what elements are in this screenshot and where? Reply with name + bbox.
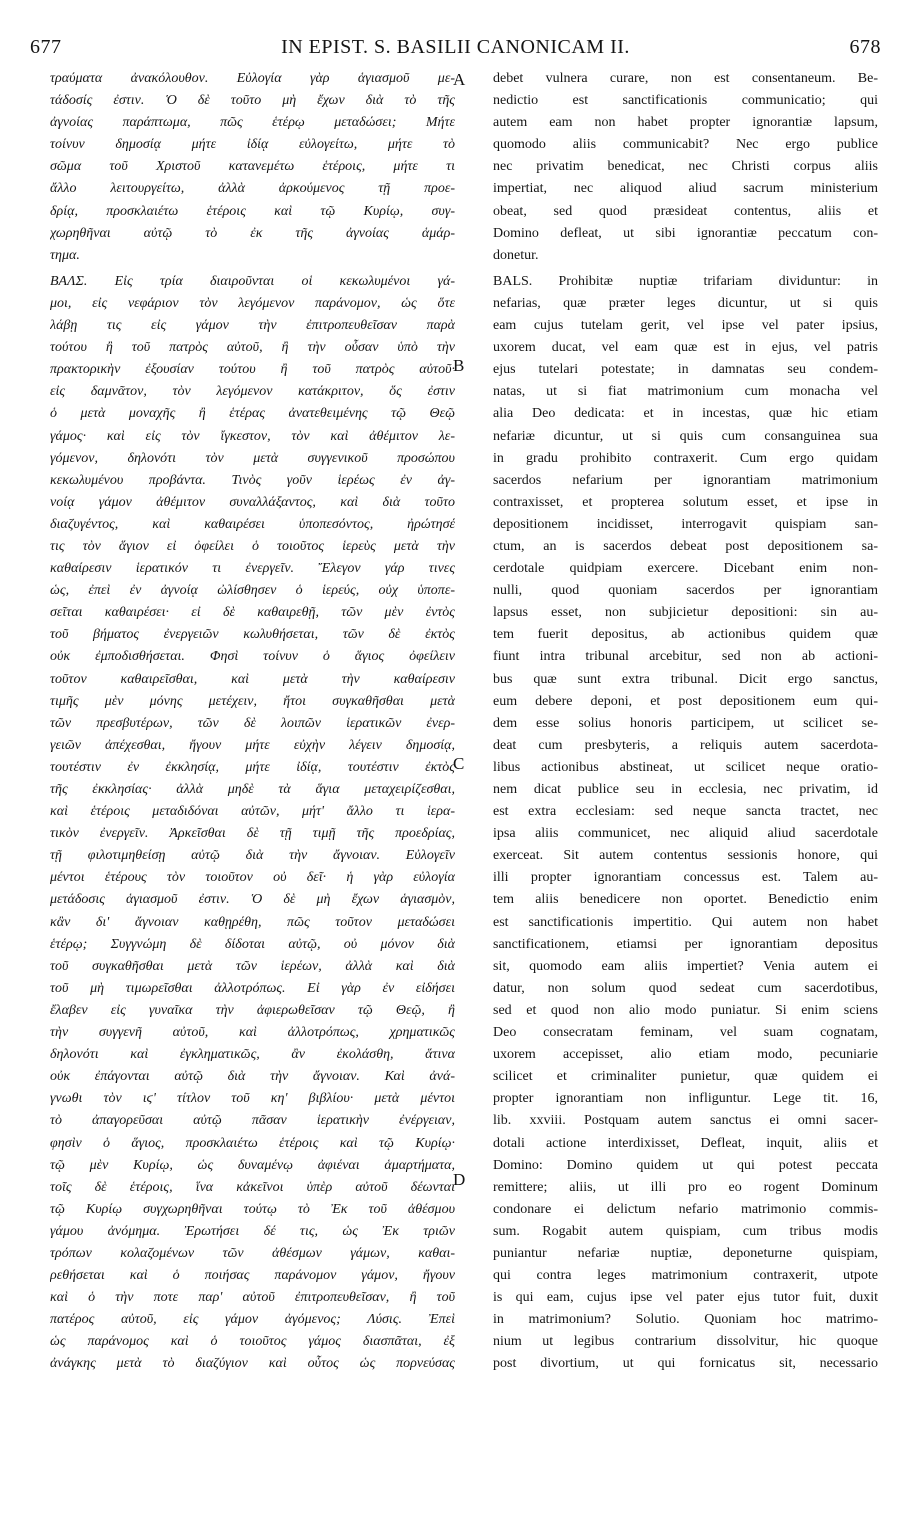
text-line: Domino defleat, ut sibi ignorantiæ peccatum con- bbox=[493, 225, 878, 241]
text-line: debet vulnera curare, non est consentaneum. Be- bbox=[493, 71, 878, 86]
text-line: τάδοσίς ἐστιν. Ὁ δὲ τοῦτο μὴ ἔχων διὰ τὸ τῆς bbox=[50, 93, 455, 109]
text-line: ἑτέρῳ; Συγγνώμη δὲ δίδοται αὐτῷ, οὐ μόνον διὰ bbox=[50, 936, 455, 952]
text-line: uxorem accepisset, alio etiam modo, pecuniarie bbox=[493, 1047, 878, 1063]
text-line: σῶμα τοῦ Χριστοῦ κατανεμέτω ἑτέροις, μήτε τι bbox=[50, 159, 455, 175]
text-line: in gradu prohibito contraxerit. Cum ergo quidam bbox=[493, 450, 878, 466]
text-line: nedictio est sanctificationis communicatio; qui bbox=[493, 93, 878, 109]
text-line: autem eam non habet propter ignorantiæ lapsum, bbox=[493, 115, 878, 131]
text-line: φησὶν ὁ ἅγιος, προσκλαιέτω ἑτέροις καὶ τῷ Κυρίῳ· bbox=[50, 1135, 455, 1151]
text-line: dotali actione interdixisset, Defleat, inquit, aliis et bbox=[493, 1135, 878, 1151]
text-line: τῷ μὲν Κυρίῳ, ὡς δυναμένῳ ἀφιέναι ἁμαρτήματα, bbox=[50, 1157, 455, 1173]
text-line: propter ignorantiam non infliguntur. Lege tit. 16, bbox=[493, 1091, 878, 1107]
running-header bbox=[30, 36, 881, 66]
text-line: Domino: Domino quidem ut qui potest peccata bbox=[493, 1157, 878, 1173]
text-line: τοῦτον καθαιρεῖσθαι, καὶ μετὰ τὴν καθαίρεσιν bbox=[50, 671, 455, 687]
text-line: νοίᾳ γάμον ἀθέμιτον συναλλάξαντος, καὶ διὰ τοῦτο bbox=[50, 494, 455, 510]
text-line: post divortium, ut qui fornicatus sit, necessario bbox=[493, 1356, 878, 1372]
text-line: est extra ecclesiam: sed neque sancta tractet, nec bbox=[493, 804, 878, 820]
text-line: cerdotale quidpiam exercere. Dicebant enim non- bbox=[493, 561, 878, 577]
text-line: ἄλλο λειτουργείτω, ἀλλὰ ἀρκούμενος τῇ προε- bbox=[50, 181, 455, 197]
text-line: εἰς δαμνᾶτον, τὸν λεγόμενον κατάκριτον, ὅς ἐστιν bbox=[50, 384, 455, 400]
text-line: tem fuerit depositus, ab actionibus quidem quæ bbox=[493, 627, 878, 643]
section-marker-a: A bbox=[453, 70, 466, 89]
text-line: eum debere deponi, et post depositionem eum qui- bbox=[493, 693, 878, 709]
text-line: διαζυγέντος, καὶ καθαιρέσει ὑποπεσόντος, ἠρώτησέ bbox=[50, 516, 455, 532]
text-line: κεκωλυμένου προβάντα. Τινὸς γοῦν ἱερέως ἐν ἀγ- bbox=[50, 472, 455, 488]
text-line: γνωθι τὸν ιϛ' τίτλον τοῦ κη' βιβλίου· μετὰ μέντοι bbox=[50, 1091, 455, 1107]
text-line: deat cum presbyteris, a reliquis autem sacerdota- bbox=[493, 737, 878, 753]
text-line: τουτέστιν ἐν ἐκκλησίᾳ, μήτε ἰδίᾳ, τουτέστιν ἐκτὸς bbox=[50, 759, 455, 775]
text-line: λάβῃ τις εἰς γάμον τὴν ἐπιτροπευθεῖσαν παρὰ bbox=[50, 318, 455, 334]
text-line: πατέρος αὐτοῦ, εἰς γάμον ἀγόμενος; Λύσις. Ἐπεὶ bbox=[50, 1312, 455, 1328]
text-line: τραύματα ἀνακόλουθον. Εὐλογία γὰρ ἁγιασμοῦ με- bbox=[50, 71, 455, 86]
text-line: obeat, sed quod præsideat contentus, aliis et bbox=[493, 203, 878, 219]
text-line: τιμῆς μὲν μόνης μετέχειν, ἤτοι συγκαθῆσθαι μετὰ bbox=[50, 693, 455, 709]
text-line: τοῖς δὲ ἑτέροις, ἵνα κἀκεῖνοι ὑπὲρ αὐτοῦ δέωνται bbox=[50, 1179, 455, 1195]
text-line: tem aliis benedicere non oportet. Benedictio enim bbox=[493, 892, 878, 908]
text-line: qui contra leges matrimonium contraxerit, utpote bbox=[493, 1268, 878, 1284]
text-line: τῆς ἐκκλησίας· ἀλλὰ μηδὲ τὰ ἅγια μεταχειρίζεσθαι, bbox=[50, 782, 455, 797]
text-line: natas, ut si fiat matrimonium cum monacha vel bbox=[493, 384, 878, 400]
text-line: donetur. bbox=[493, 247, 539, 263]
text-line: γάμου ἀνόμημα. Ἐρωτήσει δέ τις, ὡς Ἐκ τριῶν bbox=[50, 1223, 455, 1239]
text-line: alia Deo dedicata: et in incestas, quæ hic etiam bbox=[493, 406, 878, 422]
text-line: nefarias, quæ præter leges dicuntur, ut si quis bbox=[493, 295, 878, 311]
text-line: γόμενον, δηλονότι τὸν μετὰ συγγενικοῦ προσώπου bbox=[50, 450, 455, 466]
text-line: δρίᾳ, προσκλαιέτω ἑτέροις καὶ τῷ Κυρίῳ, συγ- bbox=[50, 203, 455, 219]
text-line: ejus tutelari potestate; in damnatas seu condem- bbox=[493, 362, 878, 378]
text-line: χωρηθῆναι αὐτῷ τὸ ἐκ τῆς ἀγνοίας ἁμάρ- bbox=[50, 225, 455, 241]
text-line: nec privatim benedicat, nec Christi corpus aliis bbox=[493, 159, 878, 175]
text-line: ὡς παράνομος καὶ ὁ τοιοῦτος γάμος διασπᾶται, ἐξ bbox=[50, 1334, 455, 1350]
text-line: nefariæ dicuntur, ut si quis cum consanguinea sua bbox=[493, 428, 878, 444]
latin-text-column bbox=[493, 68, 878, 1376]
text-line: in matrimonium? Solutio. Quoniam hoc matrimo- bbox=[493, 1312, 878, 1328]
text-line: τις τὸν ἅγιον εἰ ὀφείλει ὁ τοιοῦτος ἱερεὺς μετὰ τὴν bbox=[50, 538, 455, 554]
text-line: quomodo aliis communicabit? Nec ergo publice bbox=[493, 137, 878, 153]
text-line: nem dicat publice seu in ecclesia, nec privatim, id bbox=[493, 782, 878, 797]
section-marker-b: B bbox=[453, 356, 465, 375]
text-line: οὐκ ἐμποδισθήσεται. Φησὶ τοίνυν ὁ ἅγιος ὀφείλειν bbox=[50, 649, 455, 665]
text-line: lib. xxviii. Postquam autem sanctus ei omni sacer- bbox=[493, 1113, 878, 1129]
greek-text-column bbox=[50, 68, 455, 1376]
text-line: γάμος· καὶ εἰς τὸν ἴγκεστον, τὸν καὶ ἀθέμιτον λε- bbox=[50, 428, 455, 444]
running-title: IN EPIST. S. BASILII CANONICAM II. bbox=[281, 36, 630, 58]
text-line: σεῖται καθαιρέσει· εἰ δὲ καθαιρεθῇ, τῶν μὲν ἐντὸς bbox=[50, 605, 455, 621]
text-line: ἀγνοίας παράπτωμα, πῶς ἑτέρῳ μεταδώσει; Μήτε bbox=[50, 115, 455, 131]
text-line: μοι, εἰς νεφάριον τὸν λεγόμενον παράνομον, ὡς ὅτε bbox=[50, 295, 455, 311]
text-line: τοίνυν δημοσίᾳ μήτε ἰδίᾳ εὐλογείτω, μήτε τὸ bbox=[50, 137, 455, 153]
text-line: τῇ φιλοτιμηθείσῃ αὐτῷ διὰ τὴν ἄγνοιαν. Εὐλογεῖν bbox=[50, 848, 455, 864]
text-line: datur, non solum quod sedeat cum sacerdotibus, bbox=[493, 980, 878, 996]
text-line: ἀνάγκης μετὰ τὸ διαζύγιον καὶ οὗτος ὡς πορνεύσας bbox=[50, 1356, 455, 1372]
text-line: sum. Rogabit autem quispiam, cum tribus modis bbox=[493, 1223, 878, 1239]
text-line: τρόπων κολαζομένων τῶν ἀθέσμων γάμων, καθαι- bbox=[50, 1245, 455, 1261]
text-line: τικὸν ἐνεργεῖν. Ἀρκεῖσθαι δὲ τῇ τιμῇ τῆς προεδρίας, bbox=[50, 826, 455, 842]
text-line: puniantur nefariæ nuptiæ, deponeturne quispiam, bbox=[493, 1245, 878, 1261]
text-line: πρακτορικὴν ἐξουσίαν τούτου ἢ τοῦ πατρὸς αὐτοῦ· bbox=[50, 362, 455, 378]
text-line: τοῦ συγκαθῆσθαι μετὰ τῶν ἱερέων, ἀλλὰ καὶ διὰ bbox=[50, 958, 455, 974]
text-line: τὸ ἀπαγορεῦσαι αὐτῷ πᾶσαν ἱερατικὴν ἐνέργειαν, bbox=[50, 1113, 455, 1129]
text-line: dem esse solius honoris participem, ut scilicet se- bbox=[493, 715, 878, 731]
section-marker-d: D bbox=[453, 1170, 466, 1189]
text-line: bus quæ sunt extra tribunal. Dicit ergo sanctus, bbox=[493, 671, 878, 687]
section-marker-c: C bbox=[453, 754, 465, 773]
text-line: illi propter ignorantiam concessus est. Talem au- bbox=[493, 870, 878, 886]
text-line: γειῶν ἀπέχεσθαι, ἤγουν μήτε εὐχὴν λέγειν δημοσίᾳ, bbox=[50, 737, 455, 753]
text-line: τῶν πρεσβυτέρων, τῶν δὲ λοιπῶν ἱερατικῶν ἐνερ- bbox=[50, 715, 455, 731]
text-line: remittere; aliis, ut illi pro eo rogent Dominum bbox=[493, 1179, 878, 1195]
text-line: καὶ ὁ τὴν ποτε παρ' αὐτοῦ ἐπιτροπευθεῖσαν, ἢ τοῦ bbox=[50, 1290, 455, 1306]
text-line: ὡς, ἐπεὶ ἐν ἀγνοίᾳ ὠλίσθησεν ὁ ἱερεύς, οὐχ ὑποπε- bbox=[50, 583, 455, 599]
text-line: exerceat. Sit autem contentus sessionis honore, qui bbox=[493, 848, 878, 864]
text-line: nium ut legibus contrarium dissolvitur, hic quoque bbox=[493, 1334, 878, 1350]
text-line: τῷ Κυρίῳ συγχωρηθῆναι τούτῳ τὸ Ἐκ τοῦ ἀθέσμου bbox=[50, 1201, 455, 1217]
text-line: scilicet et criminaliter punietur, quæ quidem ei bbox=[493, 1069, 878, 1085]
text-line: impertiat, nec aliquod aliud sacrum ministerium bbox=[493, 181, 878, 197]
text-line: uxorem ducat, vel eam quæ est in ejus, vel patris bbox=[493, 340, 878, 356]
text-line: τούτου ἢ τοῦ πατρὸς αὐτοῦ, ἢ τὴν οὖσαν ὑπὸ τὴν bbox=[50, 340, 455, 356]
text-line: sed et quod non alio modo puniatur. Si enim sciens bbox=[493, 1002, 878, 1018]
text-line: BALS. Prohibitæ nuptiæ trifariam dividuntur: in bbox=[493, 273, 878, 289]
text-line: καὶ ἑτέροις μεταδιδόναι αὐτῶν, μήτ' ἄλλο τι ἱερα- bbox=[50, 804, 455, 820]
text-line: ctum, an is sacerdos debeat post depositionem sa- bbox=[493, 538, 878, 554]
text-line: κἂν δι' ἄγνοιαν καθῃρέθη, πῶς τοῦτον μεταδώσει bbox=[50, 914, 455, 930]
text-line: δηλονότι καὶ ἐγκληματικῶς, ἂν ἐκολάσθη, ἅτινα bbox=[50, 1047, 455, 1063]
text-line: nulli, quod quoniam sacerdos per ignorantiam bbox=[493, 583, 878, 599]
text-line: is qui eam, cujus ipse vel pater ejus tutor fuit, duxit bbox=[493, 1290, 878, 1306]
text-line: τοῦ μὴ τιμωρεῖσθαι ἀλλοτρόπως. Εἰ γὰρ ἐν εἰδήσει bbox=[50, 980, 455, 996]
text-line: ἔλαβεν εἰς γυναῖκα τὴν ἀφιερωθεῖσαν τῷ Θεῷ, ἢ bbox=[50, 1002, 455, 1018]
text-line: Deo consecratam feminam, vel suam cognatam, bbox=[493, 1025, 878, 1041]
text-line: μέντοι ἑτέρους τὸν τοιοῦτον οὐ δεῖ· ἡ γὰρ εὐλογία bbox=[50, 870, 455, 886]
text-line: οὐκ ἐπάγονται αὐτῷ διὰ τὴν ἄγνοιαν. Καὶ ἀνά- bbox=[50, 1069, 455, 1085]
text-line: καθαίρεσιν ἱερατικόν τι ἐνεργεῖν. Ἔλεγον γάρ τινες bbox=[50, 561, 455, 577]
text-line: μετάδοσις ἁγιασμοῦ ἐστιν. Ὁ δὲ μὴ ἔχων ἁγιασμὸν, bbox=[50, 892, 455, 908]
page-number-right: 678 bbox=[849, 36, 881, 58]
text-line: sacerdos nefarium per ignorantiam matrimonium bbox=[493, 472, 878, 488]
text-line: sanctificationem, etiamsi per ignorantiam depositus bbox=[493, 936, 878, 952]
text-line: fiunt intra tribunal arcebitur, sed non ab actioni- bbox=[493, 649, 878, 665]
text-line: eam cujus tutelam gerit, vel ipse vel pater ipsius, bbox=[493, 318, 878, 334]
text-line: ρεθήσεται καὶ ὁ ποιήσας παράνομον γάμον, ἤγουν bbox=[50, 1268, 455, 1284]
text-line: sit, quomodo eam aliis impertiet? Venia autem ei bbox=[493, 958, 878, 974]
text-line: depositionem incidisset, interrogavit quispiam san- bbox=[493, 516, 878, 532]
text-line: est sanctificationis impertitio. Qui autem non habet bbox=[493, 914, 878, 930]
text-line: ipsa aliis communicet, nec aliquid aliud sacerdotale bbox=[493, 826, 878, 842]
text-line: ΒΑΛΣ. Εἰς τρία διαιροῦνται οἱ κεκωλυμένοι γά- bbox=[50, 273, 455, 289]
text-line: lapsus esset, non subjicietur depositioni: sin au- bbox=[493, 605, 878, 621]
text-line: libus actionibus abstineat, ut scilicet neque oratio- bbox=[493, 759, 878, 775]
text-line: ὁ μετὰ μοναχῆς ἢ ἑτέρας ἀνατεθειμένης τῷ Θεῷ bbox=[50, 406, 455, 422]
text-line: contraxisset, et propterea solutum esset, et ipse in bbox=[493, 494, 878, 510]
page-number-left: 677 bbox=[30, 36, 62, 58]
text-line: τοῦ βήματος ἐνεργειῶν κωλυθήσεται, τῶν δὲ ἐκτὸς bbox=[50, 627, 455, 643]
text-line: condonare ei delictum nefario matrimonio commis- bbox=[493, 1201, 878, 1217]
text-line: τὴν συγγενῆ αὐτοῦ, καὶ ἀλλοτρόπως, χρηματικῶς bbox=[50, 1025, 455, 1041]
text-line: τημα. bbox=[50, 247, 80, 263]
